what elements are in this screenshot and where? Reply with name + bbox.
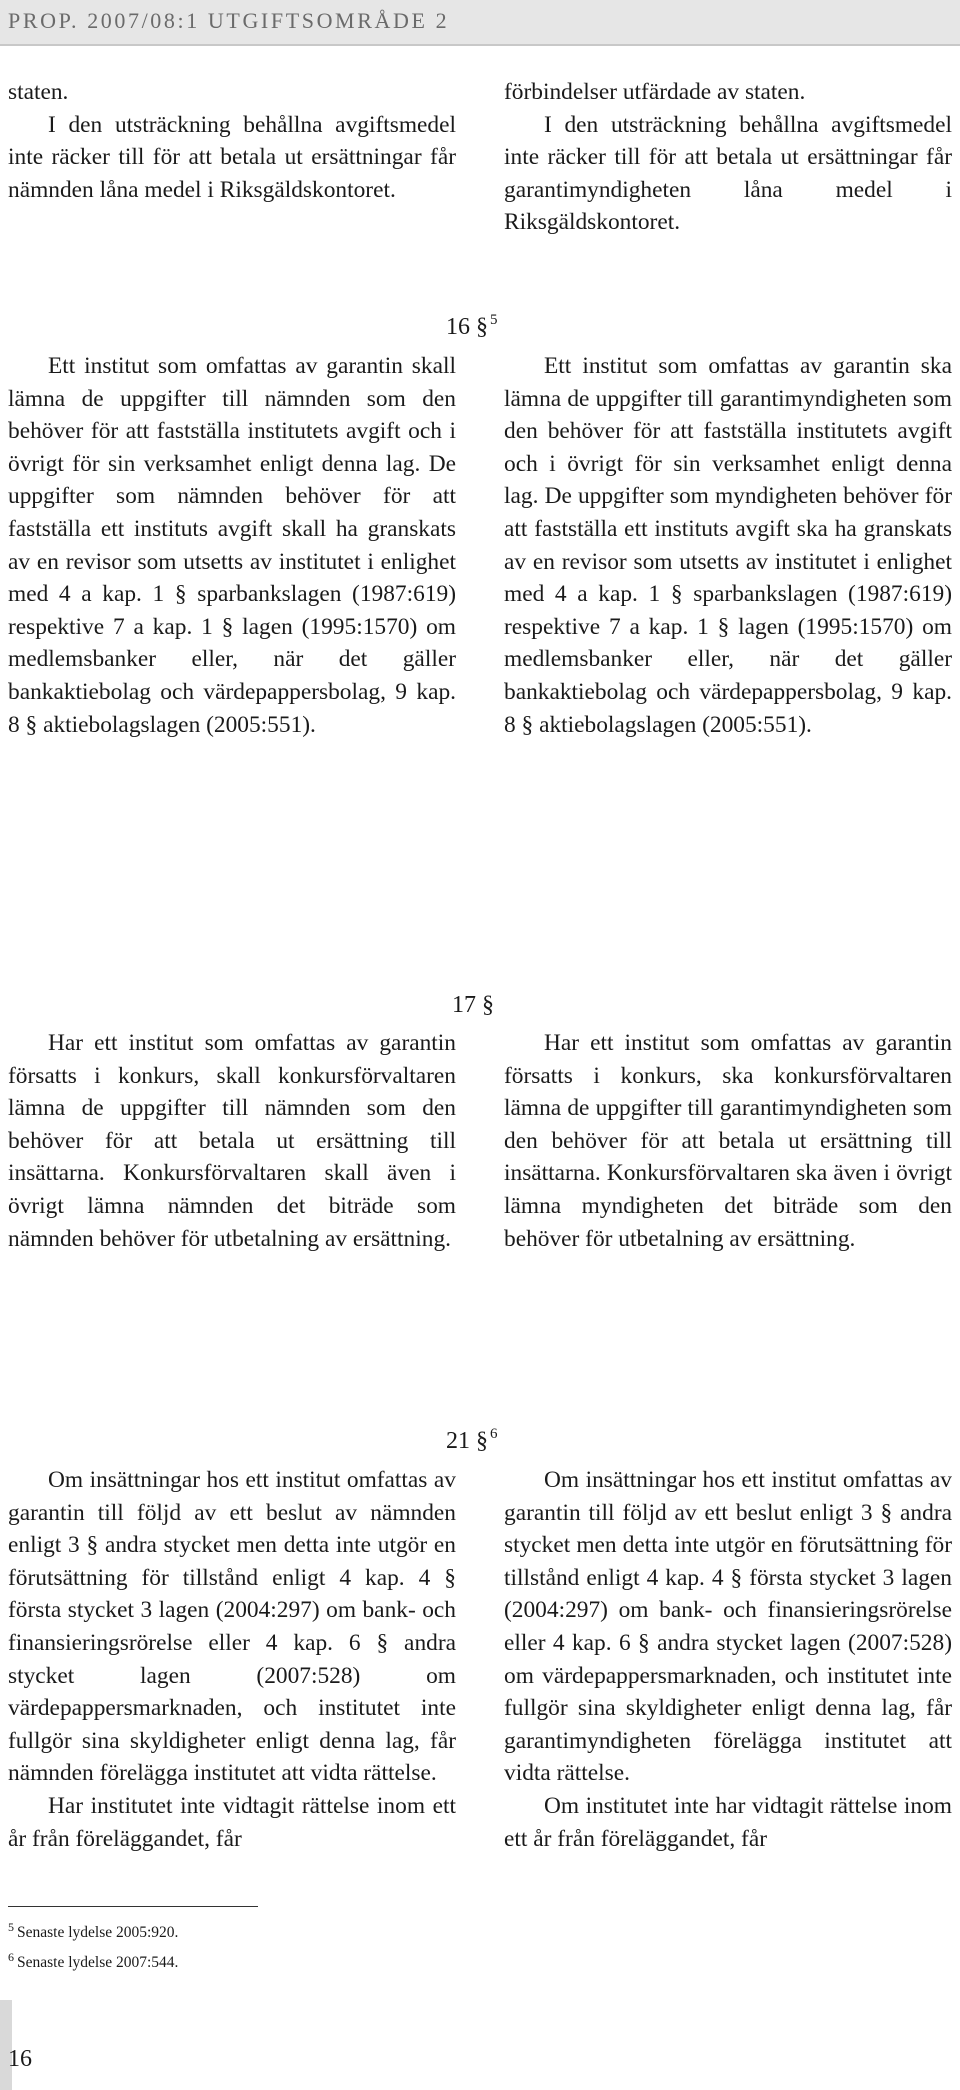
paragraph: Om insättningar hos ett institut omfattas av garantin till följd av ett beslut av nämnden enligt 3 § andra stycket men detta inte utgör en förutsättning för tillstånd enligt 4 kap. 4 § första stycket 3 lagen (2004:297) om bank- och finansieringsrörelse eller 4 kap. 6 § andra stycket lagen (2007:528) om värdepappersmarknaden, och institutet inte fullgör sina skyldigheter enligt denna lag, får nämnden förelägga institutet att vidta rättelse. bbox=[8, 1467, 456, 1787]
section-17-right bbox=[504, 1027, 952, 1255]
header-title: PROP. 2007/08:1 UTGIFTSOMRÅDE 2 bbox=[8, 8, 450, 33]
paragraph: Om insättningar hos ett institut omfattas av garantin till följd av ett beslut enligt 3 § andra stycket men detta inte utgör en förutsättning för tillstånd enligt 4 kap. 4 § första stycket 3 lagen (2004:297) om bank- och finansieringsrörelse eller 4 kap. 6 § andra stycket lagen (2007:528) om värdepappersmarknaden, och institutet inte fullgör sina skyldigheter enligt denna lag, får garantimyndigheten förelägga institutet att vidta rättelse. bbox=[504, 1467, 952, 1787]
paragraph: förbindelser utfärdade av staten. bbox=[504, 79, 806, 105]
section-21-right bbox=[504, 1464, 952, 1855]
paragraph: I den utsträckning behållna avgiftsmedel inte räcker till för att betala ut ersättningar får nämnden låna medel i Riksgäldskontoret. bbox=[8, 111, 456, 203]
section-number-16: 16 § $^5$ bbox=[446, 312, 498, 340]
paragraph: Har institutet inte vidtagit rättelse inom ett år från föreläggandet, får bbox=[8, 1792, 456, 1852]
top-right-column bbox=[504, 76, 952, 239]
paragraph: staten. bbox=[8, 79, 69, 105]
page-header bbox=[0, 0, 960, 46]
paragraph: Har ett institut som omfattas av garantin försatts i konkurs, ska konkursförvaltaren lämna de uppgifter till garantimyndigheten som den behöver för att betala ut ersättning till insättarna. Konkursförvaltaren ska även i övrigt lämna myndigheten det biträde som den behöver för utbetalning av ersättning. bbox=[504, 1030, 952, 1252]
paragraph: Ett institut som omfattas av garantin skall lämna de uppgifter till nämnden som den behöver för att fastställa institutets avgift och i övrigt för sin verksamhet enligt denna lag. De uppgifter som nämnden behöver för att fastställa ett instituts avgift skall ha granskats av en revisor som utsetts av institutet i enlighet med 4 a kap. 1 § sparbankslagen (1987:619) respektive 7 a kap. 1 § lagen (1995:1570) om medlemsbanker eller, när det gäller bankaktiebolag och värdepappersbolag, 9 kap. 8 § aktiebolagslagen (2005:551). bbox=[8, 353, 456, 738]
section-17-left bbox=[8, 1027, 456, 1255]
section-16-left bbox=[8, 350, 456, 741]
page-number: 16 bbox=[8, 2046, 32, 2072]
paragraph: I den utsträckning behållna avgiftsmedel inte räcker till för att betala ut ersättningar får garantimyndigheten låna medel i Riksgäldskontoret. bbox=[504, 111, 952, 236]
section-16-right bbox=[504, 350, 952, 741]
paragraph: Har ett institut som omfattas av garantin försatts i konkurs, skall konkursförvaltaren lämna de uppgifter till nämnden som den behöver för att betala ut ersättning till insättarna. Konkursförvaltaren skall även i övrigt lämna nämnden det biträde som nämnden behöver för utbetalning av ersättning. bbox=[8, 1030, 456, 1252]
footnote-ref: 5 bbox=[490, 312, 498, 328]
footnote-ref: 6 bbox=[490, 1426, 498, 1442]
footnote-separator bbox=[8, 1906, 258, 1907]
footnote: $^6$ Senaste lydelse 2007:544. bbox=[8, 1950, 179, 1971]
paragraph: Om institutet inte har vidtagit rättelse inom ett år från föreläggandet, får bbox=[504, 1792, 952, 1852]
page-margin-bar bbox=[0, 2000, 12, 2090]
paragraph: Ett institut som omfattas av garantin ska lämna de uppgifter till garantimyndigheten som den behöver för att fastställa institutets avgift och i övrigt för sin verksamhet enligt denna lag. De uppgifter som myndigheten behöver för att fastställa ett instituts avgift ska ha granskats av en revisor som utsetts av institutet i enlighet med 4 a kap. 1 § sparbankslagen (1987:619) respektive 7 a kap. 1 § lagen (1995:1570) om medlemsbanker eller, när det gäller bankaktiebolag och värdepappersbolag, 9 kap. 8 § aktiebolagslagen (2005:551). bbox=[504, 353, 952, 738]
footnote: $^5$ Senaste lydelse 2005:920. bbox=[8, 1920, 179, 1941]
section-number-17: 17 § bbox=[452, 992, 494, 1018]
section-21-left bbox=[8, 1464, 456, 1855]
section-number-21: 21 § $^6$ bbox=[446, 1426, 498, 1454]
top-left-column bbox=[8, 76, 456, 206]
